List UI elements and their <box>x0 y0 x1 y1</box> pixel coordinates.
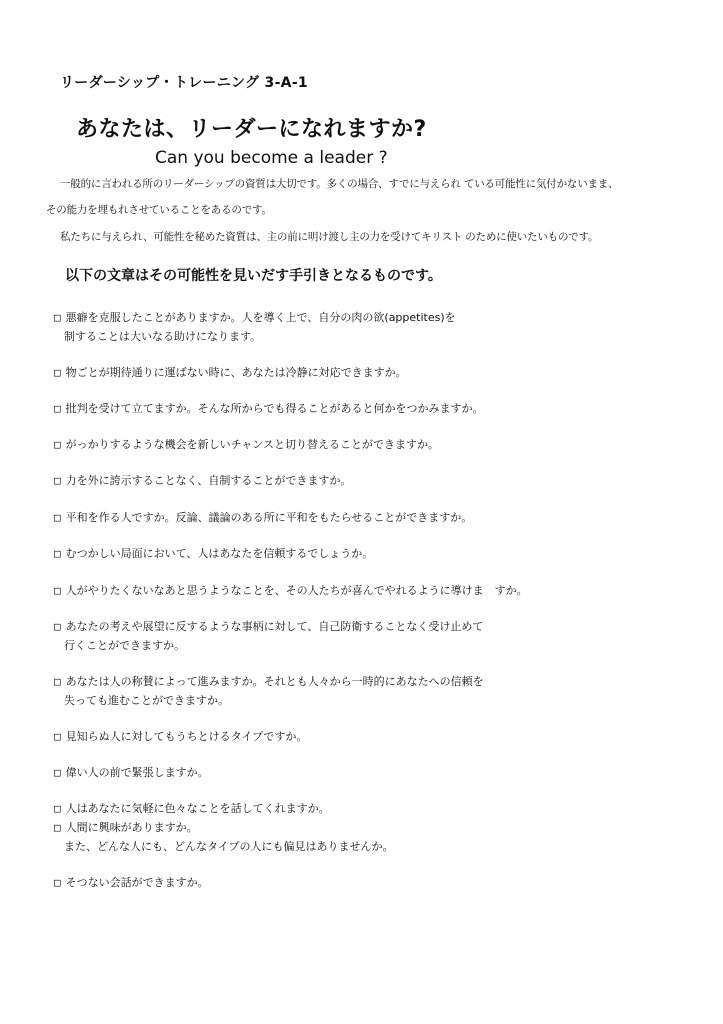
question-text-continued: 制することは大いなる助けになります。 <box>64 330 262 343</box>
question-text-continued: 行くことができますか。 <box>64 639 185 652</box>
question-text: 平和を作る人ですか。反論、議論のある所に平和をもたらせることができますか。 <box>65 511 473 524</box>
question-item <box>54 672 484 710</box>
question-text: 見知らぬ人に対してもうちとけるタイプですか。 <box>65 730 308 743</box>
checkbox-icon[interactable]: □ <box>54 547 61 560</box>
intro-paragraph-line: その能力を埋もれさせていることをあるのです。 <box>46 204 272 216</box>
question-item <box>54 435 439 454</box>
checkbox-icon[interactable]: □ <box>54 438 61 451</box>
checkbox-icon[interactable]: □ <box>54 366 61 379</box>
checkbox-icon[interactable]: □ <box>54 821 61 834</box>
checkbox-icon[interactable]: □ <box>54 766 61 779</box>
question-text: 物ごとが期待通りに運ばない時に、あなたは冷静に対応できますか。 <box>65 366 407 379</box>
question-text: むつかしい局面において、人はあなたを信頼するでしょうか。 <box>65 547 374 560</box>
question-text: あなたの考えや展望に反するような事柄に対して、自己防衛することなく受け止めて <box>65 620 484 633</box>
question-text: 偉い人の前で緊張しますか。 <box>65 766 209 779</box>
question-item <box>54 617 483 655</box>
question-text: 人はあなたに気軽に色々なことを話してくれますか。 <box>65 802 330 815</box>
document-header: リーダーシップ・トレーニング 3-A-1 <box>60 75 308 91</box>
question-item <box>54 727 307 746</box>
checkbox-icon[interactable]: □ <box>54 675 61 688</box>
page-title: あなたは、リーダーになれますか? <box>76 117 427 142</box>
checkbox-icon[interactable]: □ <box>54 730 61 743</box>
question-item <box>54 818 393 856</box>
question-item <box>54 471 351 490</box>
question-item <box>54 873 209 892</box>
question-text-continued: また、どんな人にも、どんなタイプの人にも偏見はありませんか。 <box>64 840 394 853</box>
section-heading: 以下の文章はその可能性を見いだす手引きとなるものです。 <box>65 268 442 284</box>
question-text-continued: 失っても進むことができますか。 <box>64 694 229 707</box>
question-item <box>54 308 456 346</box>
question-text: 批判を受けて立てますか。そんな所からでも得ることがあると何かをつかみますか。 <box>65 402 484 415</box>
checkbox-icon[interactable]: □ <box>54 876 61 889</box>
question-item <box>54 399 484 418</box>
question-item <box>54 363 407 382</box>
checkbox-icon[interactable]: □ <box>54 584 61 597</box>
question-item <box>54 544 373 563</box>
question-text: 人間に興味がありますか。 <box>65 821 198 834</box>
question-text: 人がやりたくないなあと思うようなことを、その人たちが喜んでやれるように導けま すか。 <box>65 584 528 597</box>
question-item <box>54 799 330 818</box>
checkbox-icon[interactable]: □ <box>54 511 61 524</box>
intro-paragraph-line: 私たちに与えられ、可能性を秘めた資質は、主の前に明け渡し主の力を受けてキリスト のために使いたいものです。 <box>60 231 599 243</box>
question-text: がっかりするような機会を新しいチャンスと切り替えることができますか。 <box>65 438 439 451</box>
intro-paragraph-line: 一般的に言われる所のリーダーシップの資質は大切です。多くの場合、すでに与えられ ている可能性に気付かないまま、 <box>60 178 619 190</box>
checkbox-icon[interactable]: □ <box>54 620 61 633</box>
checkbox-icon[interactable]: □ <box>54 474 61 487</box>
checkbox-icon[interactable]: □ <box>54 311 61 324</box>
question-text: 力を外に誇示することなく、自制することができますか。 <box>65 474 352 487</box>
question-item <box>54 508 472 527</box>
question-text: 悪癖を克服したことがありますか。人を導く上で、自分の肉の欲(appetites)を <box>65 311 456 324</box>
question-item <box>54 581 528 600</box>
question-text: あなたは人の称賛によって進みますか。それとも人々から一時的にあなたへの信頼を <box>65 675 484 688</box>
question-text: そつない会話ができますか。 <box>65 876 209 889</box>
page-subtitle: Can you become a leader ? <box>155 148 388 168</box>
checkbox-icon[interactable]: □ <box>54 402 61 415</box>
checkbox-icon[interactable]: □ <box>54 802 61 815</box>
question-item <box>54 763 209 782</box>
